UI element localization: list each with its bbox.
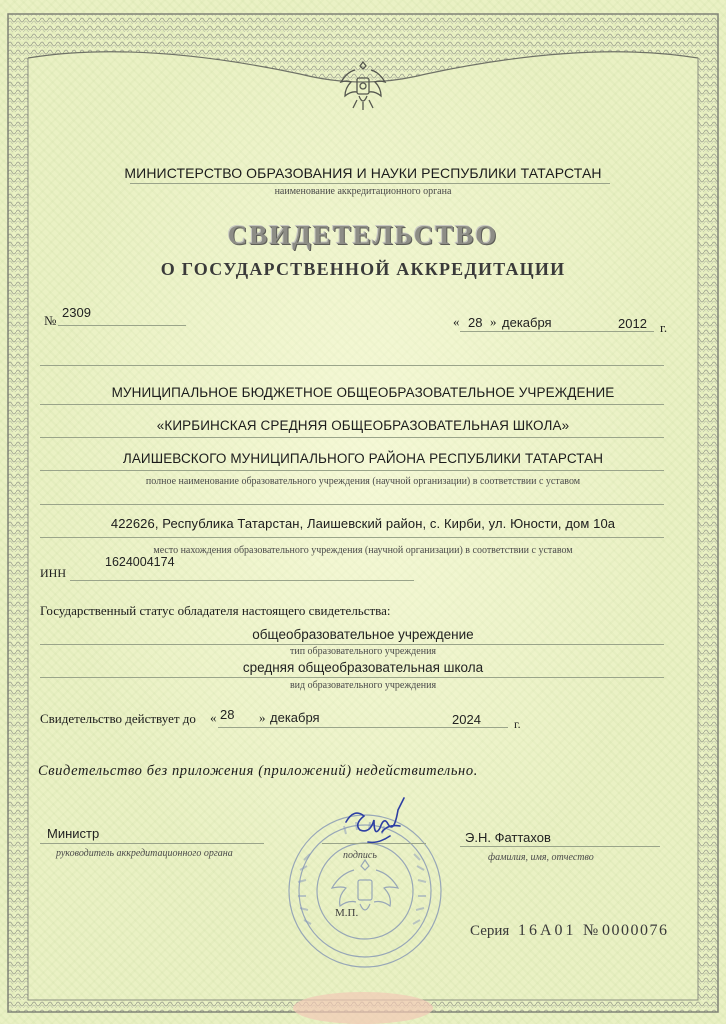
position-caption: руководитель аккредитационного органа (56, 848, 233, 859)
validity-suffix: г. (514, 717, 521, 731)
address-underline (40, 537, 664, 538)
inn-underline (70, 580, 414, 581)
name-caption: фамилия, имя, отчество (488, 852, 594, 863)
certificate-subtitle: О ГОСУДАРСТВЕННОЙ АККРЕДИТАЦИИ (160, 259, 566, 279)
ministry-name: МИНИСТЕРСТВО ОБРАЗОВАНИЯ И НАУКИ РЕСПУБЛИКИ ТАТАРСТАН (124, 165, 602, 181)
coat-of-arms-icon (333, 56, 393, 116)
issue-date-month: декабря (502, 315, 552, 330)
blank-line-2 (40, 504, 664, 505)
certificate-number: 2309 (62, 305, 91, 320)
status-kind-value: средняя общеобразовательная школа (242, 660, 484, 675)
address-value: 422626, Республика Татарстан, Лаишевский район, с. Кирби, ул. Юности, дом 10а (110, 516, 616, 531)
status-type-value: общеобразовательное учреждение (252, 627, 474, 642)
series-label: Серия (470, 923, 510, 939)
validity-underline (218, 727, 508, 728)
validity-quote-close: » (259, 710, 266, 725)
series-number: 0000076 (602, 922, 669, 939)
issue-date-suffix: г. (660, 320, 668, 335)
series-number-label: № (583, 922, 599, 939)
blank-line (40, 365, 664, 366)
ministry-caption: наименование аккредитационного органа (274, 186, 452, 197)
status-kind-caption: вид образовательного учреждения (289, 680, 437, 691)
signer-position: Министр (47, 826, 100, 841)
signature-caption: подпись (343, 850, 377, 861)
inn-value: 1624004174 (105, 555, 175, 569)
certificate-title: СВИДЕТЕЛЬСТВО (227, 220, 499, 250)
issue-date-year: 2012 (618, 316, 647, 331)
issue-date-underline (460, 331, 654, 332)
institution-line-3: ЛАИШЕВСКОГО МУНИЦИПАЛЬНОГО РАЙОНА РЕСПУБЛИКИ ТАТАРСТАН (122, 451, 604, 466)
institution-caption: полное наименование образовательного учреждения (научной организации) в соответствии с уставом (145, 476, 581, 487)
status-kind-underline (40, 677, 664, 678)
validity-month: декабря (270, 710, 320, 725)
status-type-underline (40, 644, 664, 645)
issue-date-day: 28 (468, 315, 483, 330)
institution-line-2: «КИРБИНСКАЯ СРЕДНЯЯ ОБЩЕОБРАЗОВАТЕЛЬНАЯ ШКОЛА» (156, 418, 570, 433)
validity-year: 2024 (452, 712, 481, 727)
ministry-underline (130, 183, 610, 184)
issue-date-quote-open: « (453, 314, 460, 329)
validity-quote-open: « (210, 710, 217, 725)
address-caption: место нахождения образовательного учреждения (научной организации) в соответствии с уставом (153, 545, 573, 556)
validity-label: Свидетельство действует до (40, 711, 196, 726)
issue-date-quote-close: » (490, 314, 497, 329)
institution-underline-1 (40, 404, 664, 405)
appendix-note: Свидетельство без приложения (приложений) недействительно. (38, 763, 478, 779)
inn-label: ИНН (40, 566, 66, 580)
status-label: Государственный статус обладателя настоящего свидетельства: (40, 603, 391, 618)
stamp-label: М.П. (335, 907, 359, 919)
institution-line-1: МУНИЦИПАЛЬНОЕ БЮДЖЕТНОЕ ОБЩЕОБРАЗОВАТЕЛЬНОЕ УЧРЕЖДЕНИЕ (111, 385, 615, 400)
position-underline (40, 843, 264, 844)
number-underline (58, 325, 186, 326)
validity-day: 28 (220, 707, 235, 722)
number-prefix: № (44, 313, 57, 328)
signer-name: Э.Н. Фаттахов (465, 830, 551, 845)
institution-underline-2 (40, 437, 664, 438)
series-code: 16А01 (518, 922, 577, 939)
institution-underline-3 (40, 470, 664, 471)
status-type-caption: тип образовательного учреждения (289, 646, 437, 657)
signature-scribble-icon (338, 796, 416, 852)
name-underline (460, 846, 660, 847)
